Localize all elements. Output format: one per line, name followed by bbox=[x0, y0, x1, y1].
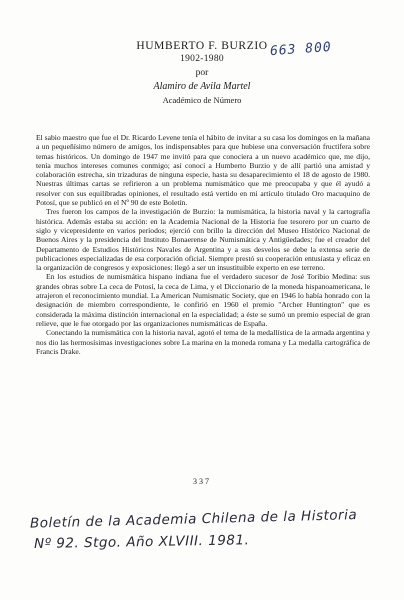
page-number: 337 bbox=[193, 477, 211, 486]
author-name: Alamiro de Avila Martel bbox=[153, 81, 251, 92]
by-label: por bbox=[195, 68, 209, 78]
article-body bbox=[36, 133, 370, 356]
paragraph-2: Tres fueron los campos de la investigación de Burzio: la numismática, la historia naval y la cartografía histórica. Además estaba su acción: en la Academia Nacional de la Historia fue tesorero por un cuarto de siglo y vicepresidente en varios períodos; ejerció con brillo la dirección del Museo Histórico Nacional de Buenos Aires y la presidencia del Instituto Bonaerense de Numismática y Antigüedades; fue el creador del Departamento de Estudios Históricos Navales de Argentina y a sus desvelos se debe la extensa serie de publicaciones especializadas de esa corporación oficial. Siempre prestó su cooperación entusiasta y eficaz en la organización de congresos y exposiciones: llegó a ser un insustituible experto en ese terreno. bbox=[36, 207, 370, 273]
author-role: Académico de Número bbox=[162, 95, 242, 105]
handwritten-line-2: Nº 92. Stgo. Año XLVIII. 1981. bbox=[33, 532, 250, 553]
paragraph-1: El sabio maestro que fue el Dr. Ricardo Levene tenía el hábito de invitar a su casa los domingos en la mañana a un pequeñísimo número de amigos, los indispensables para que hubiese una conversación fructífera sobre temas históricos. Un domingo de 1947 me invitó para que conociera a un nuevo académico que, me dijo, tenía muchos intereses comunes conmigo; así conocí a Humberto Burzio y de allí partió una amistad y colaboración estrecha, sin trizaduras de ninguna especie, hasta su desaparecimiento el 18 de agosto de 1980. Nuestras últimas cartas se refirieron a un problema numismático que me preocupaba y que él ayudó a resolver con sus equilibradas opiniones, el resultado está vertido en mi artículo titulado Oro macuquino de Potosí, que se publicó en el Nº 90 de este Boletín. bbox=[36, 133, 370, 208]
handwritten-source-note bbox=[30, 508, 380, 552]
article-header bbox=[0, 40, 404, 106]
paragraph-3: En los estudios de numismática hispano indiana fue el verdadero sucesor de José Toribio Medina: sus grandes obras sobre La ceca de Potosí, la ceca de Lima, y el Diccionario de la moneda hispanoamericana, le atrajeron el reconocimiento mundial. La American Numismatic Society, que en 1946 lo había honrado con la designación de miembro correspondiente, le confirió en 1960 el premio "Archer Huntington" que es considerada la máxima distinción internacional en la especialidad; a éste se sumó un premio especial de gran relieve, que le fue otorgado por las organizaciones numismáticas de España. bbox=[36, 272, 370, 328]
handwritten-catalog-number: 663 800 bbox=[269, 39, 333, 60]
article-title: HUMBERTO F. BURZIO bbox=[136, 40, 268, 52]
life-years: 1902-1980 bbox=[180, 54, 224, 64]
handwritten-line-1: Boletín de la Academia Chilena de la Historia bbox=[29, 507, 358, 532]
paragraph-4: Conectando la numismática con la historia naval, agotó el tema de la medallística de la armada argentina y nos dio las hermosísimas investigaciones sobre La marina en la moneda romana y La medalla cartográfica de Francis Drake. bbox=[36, 328, 370, 356]
